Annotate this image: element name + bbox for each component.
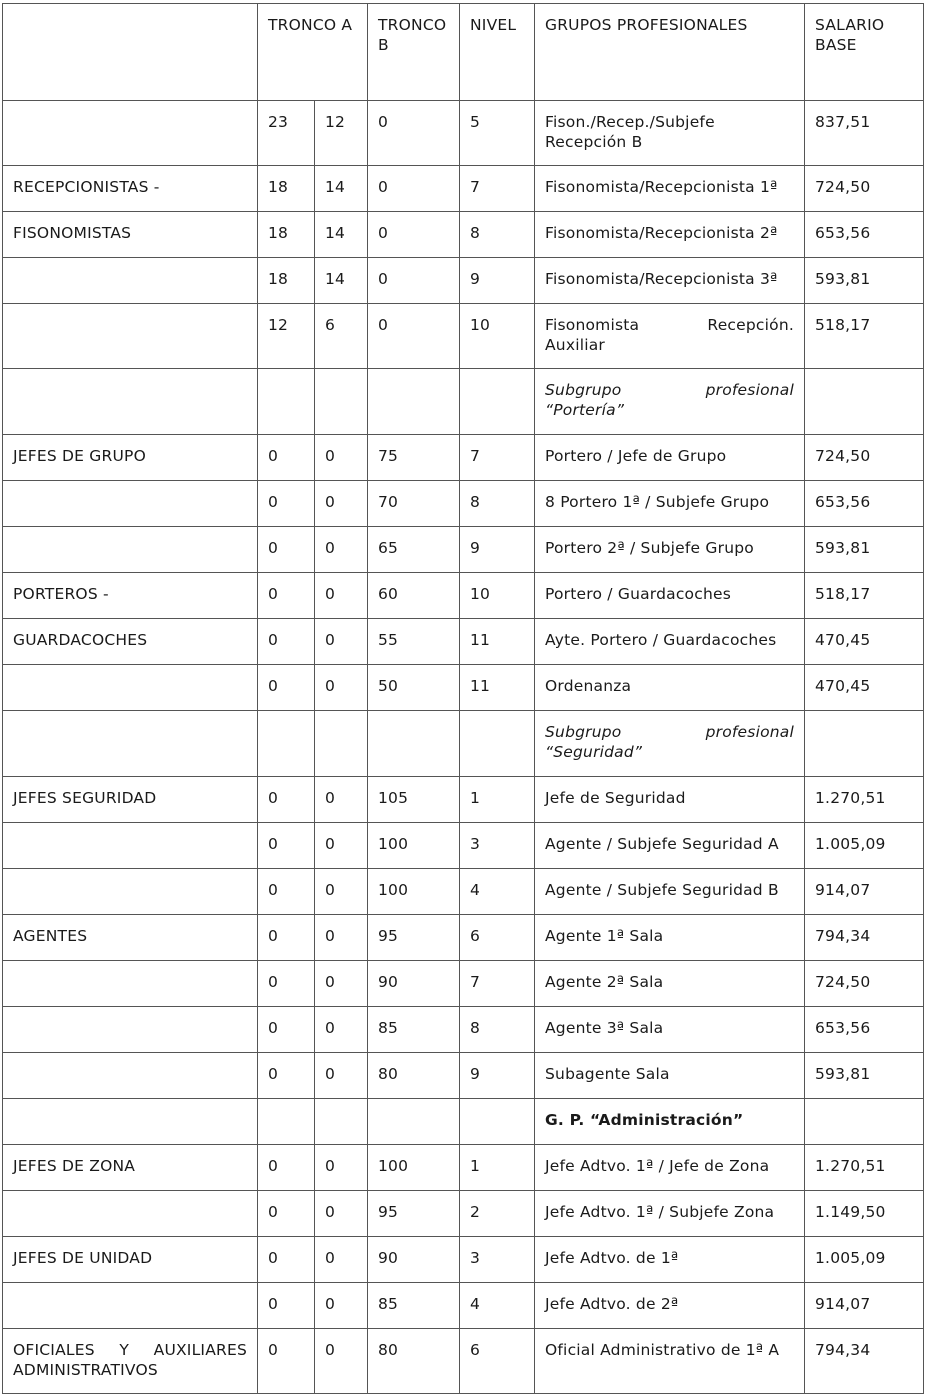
grupo-profesional-cell: Portero 2ª / Subjefe Grupo [535,527,805,573]
tronco-a-1-cell: 0 [258,573,315,619]
grupo-profesional-cell: Jefe Adtvo. 1ª / Subjefe Zona [535,1191,805,1237]
category-cell: RECEPCIONISTAS - [3,166,258,212]
tronco-b-cell: 85 [368,1283,460,1329]
tronco-a-2-cell: 0 [315,777,368,823]
tronco-a-1-cell: 0 [258,1237,315,1283]
category-cell: AGENTES [3,915,258,961]
nivel-cell: 9 [460,258,535,304]
salario-base-cell: 837,51 [805,101,924,166]
tronco-a-1-cell: 0 [258,527,315,573]
category-cell [3,304,258,369]
tronco-a-2-cell: 0 [315,435,368,481]
nivel-cell: 7 [460,166,535,212]
grupo-profesional-cell: Fisonomista/Recepcionista 3ª [535,258,805,304]
tronco-b-cell: 95 [368,1191,460,1237]
empty-cell [460,711,535,777]
nivel-cell: 6 [460,915,535,961]
tronco-a-1-cell: 0 [258,1283,315,1329]
empty-cell [315,1099,368,1145]
empty-cell [315,369,368,435]
grupo-profesional-cell: Fisonomista/Recepcionista 2ª [535,212,805,258]
nivel-cell: 10 [460,573,535,619]
tronco-a-2-cell: 0 [315,961,368,1007]
subgroup-word: Subgrupo [545,723,622,741]
tronco-b-cell: 0 [368,258,460,304]
category-cell: FISONOMISTAS [3,212,258,258]
tronco-b-cell: 85 [368,1007,460,1053]
tronco-a-1-cell: 0 [258,869,315,915]
tronco-a-1-cell: 0 [258,1007,315,1053]
salario-base-cell: 470,45 [805,665,924,711]
tronco-b-cell: 100 [368,1145,460,1191]
header-tronco-a: TRONCO A [258,4,368,101]
nivel-cell: 8 [460,481,535,527]
nivel-cell: 8 [460,1007,535,1053]
tronco-a-2-cell: 0 [315,1145,368,1191]
category-cell: JEFES DE GRUPO [3,435,258,481]
header-grupos-profesionales: GRUPOS PROFESIONALES [535,4,805,101]
table-row [3,481,924,527]
nivel-cell: 6 [460,1329,535,1394]
subgroup-qualifier: profesional [705,381,794,399]
grupo-profesional-cell: Jefe Adtvo. de 1ª [535,1237,805,1283]
header-nivel: NIVEL [460,4,535,101]
subgroup-name: “Portería” [545,401,625,419]
nivel-cell: 4 [460,869,535,915]
table-row [3,258,924,304]
tronco-a-1-cell: 0 [258,435,315,481]
grupo-profesional-cell: Agente 2ª Sala [535,961,805,1007]
tronco-a-1-cell: 18 [258,166,315,212]
grupo-profesional-cell: Agente 3ª Sala [535,1007,805,1053]
empty-cell [368,1099,460,1145]
category-cell: GUARDACOCHES [3,619,258,665]
tronco-a-1-cell: 23 [258,101,315,166]
table-row [3,212,924,258]
tronco-b-cell: 100 [368,823,460,869]
table-header-row [3,4,924,101]
salario-base-cell: 653,56 [805,481,924,527]
empty-cell [805,1099,924,1145]
tronco-b-cell: 105 [368,777,460,823]
grupo-profesional-cell: Oficial Administrativo de 1ª A [535,1329,805,1394]
tronco-a-2-cell: 0 [315,1053,368,1099]
nivel-cell: 2 [460,1191,535,1237]
salario-base-cell: 914,07 [805,1283,924,1329]
table-row [3,1329,924,1394]
tronco-b-cell: 90 [368,1237,460,1283]
grupo-profesional-cell: Agente 1ª Sala [535,915,805,961]
tronco-a-2-cell: 0 [315,869,368,915]
tronco-a-2-cell: 0 [315,1007,368,1053]
empty-cell [460,369,535,435]
subgroup-qualifier: profesional [705,723,794,741]
tronco-a-2-cell: 0 [315,481,368,527]
table-row [3,527,924,573]
category-cell [3,481,258,527]
empty-cell [258,369,315,435]
nivel-cell: 8 [460,212,535,258]
salario-base-cell: 724,50 [805,435,924,481]
category-cell [3,961,258,1007]
grupo-profesional-cell: Ordenanza [535,665,805,711]
tronco-a-1-cell: 0 [258,915,315,961]
tronco-b-cell: 55 [368,619,460,665]
group-title: G. P. “Administración” [535,1099,805,1145]
table-row [3,304,924,369]
salario-base-cell: 593,81 [805,1053,924,1099]
tronco-a-1-cell: 0 [258,777,315,823]
grupo-profesional-cell: Ayte. Portero / Guardacoches [535,619,805,665]
table-row [3,435,924,481]
grupo-profesional-cell: Agente / Subjefe Seguridad A [535,823,805,869]
nivel-cell: 7 [460,435,535,481]
tronco-a-2-cell: 0 [315,1283,368,1329]
grupo-profesional-cell: 8 Portero 1ª / Subjefe Grupo [535,481,805,527]
salario-base-cell: 724,50 [805,166,924,212]
salario-base-cell: 518,17 [805,304,924,369]
salario-base-cell: 593,81 [805,527,924,573]
category-cell [3,527,258,573]
tronco-a-2-cell: 0 [315,823,368,869]
nivel-cell: 9 [460,527,535,573]
tronco-a-2-cell: 12 [315,101,368,166]
table-row [3,1237,924,1283]
empty-cell [258,1099,315,1145]
category-cell [3,258,258,304]
table-row [3,573,924,619]
salario-base-cell: 724,50 [805,961,924,1007]
salario-base-cell: 1.270,51 [805,1145,924,1191]
category-cell [3,1007,258,1053]
table-row [3,823,924,869]
tronco-a-2-cell: 0 [315,915,368,961]
tronco-b-cell: 75 [368,435,460,481]
subgroup-row [3,711,924,777]
grupo-profesional-cell: Portero / Jefe de Grupo [535,435,805,481]
category-cell [3,1053,258,1099]
tronco-b-cell: 80 [368,1329,460,1394]
table-row [3,869,924,915]
tronco-a-1-cell: 0 [258,665,315,711]
nivel-cell: 7 [460,961,535,1007]
grupo-profesional-cell: Jefe de Seguridad [535,777,805,823]
table-row [3,777,924,823]
salario-base-cell: 1.270,51 [805,777,924,823]
tronco-b-cell: 80 [368,1053,460,1099]
header-tronco-b: TRONCO B [368,4,460,101]
category-cell [3,823,258,869]
nivel-cell: 1 [460,1145,535,1191]
salario-base-cell: 653,56 [805,212,924,258]
tronco-b-cell: 0 [368,304,460,369]
tronco-a-1-cell: 18 [258,212,315,258]
tronco-b-cell: 0 [368,101,460,166]
empty-cell [3,369,258,435]
salario-base-cell: 794,34 [805,1329,924,1394]
empty-cell [3,711,258,777]
tronco-a-2-cell: 14 [315,258,368,304]
tronco-a-1-cell: 18 [258,258,315,304]
category-cell [3,869,258,915]
nivel-cell: 11 [460,665,535,711]
subgroup-word: Subgrupo [545,381,622,399]
category-cell [3,665,258,711]
salario-base-cell: 470,45 [805,619,924,665]
nivel-cell: 1 [460,777,535,823]
table-row [3,1053,924,1099]
empty-cell [368,711,460,777]
salario-base-cell: 794,34 [805,915,924,961]
tronco-b-cell: 100 [368,869,460,915]
nivel-cell: 10 [460,304,535,369]
table-row [3,961,924,1007]
empty-cell [460,1099,535,1145]
tronco-a-1-cell: 0 [258,1191,315,1237]
table-row [3,1191,924,1237]
tronco-a-1-cell: 0 [258,1053,315,1099]
tronco-b-cell: 0 [368,212,460,258]
tronco-a-1-cell: 0 [258,481,315,527]
header-salario-base: SALARIO BASE [805,4,924,101]
group-title-row [3,1099,924,1145]
subgroup-title [535,369,805,435]
salario-base-cell: 1.005,09 [805,1237,924,1283]
salario-base-cell: 1.005,09 [805,823,924,869]
tronco-a-2-cell: 0 [315,1191,368,1237]
table-row [3,166,924,212]
category-cell [3,101,258,166]
empty-cell [258,711,315,777]
tronco-b-cell: 70 [368,481,460,527]
table-row [3,915,924,961]
tronco-a-2-cell: 6 [315,304,368,369]
tronco-a-2-cell: 0 [315,1237,368,1283]
subgroup-title [535,711,805,777]
tronco-a-2-cell: 0 [315,1329,368,1394]
subgroup-row [3,369,924,435]
tronco-a-2-cell: 14 [315,166,368,212]
table-row [3,619,924,665]
nivel-cell: 9 [460,1053,535,1099]
category-cell: PORTEROS - [3,573,258,619]
salario-base-cell: 653,56 [805,1007,924,1053]
category-cell: JEFES DE ZONA [3,1145,258,1191]
empty-cell [805,369,924,435]
empty-cell [315,711,368,777]
table-row [3,1007,924,1053]
tronco-a-1-cell: 0 [258,823,315,869]
tronco-a-2-cell: 0 [315,619,368,665]
tronco-b-cell: 90 [368,961,460,1007]
tronco-a-1-cell: 0 [258,1329,315,1394]
nivel-cell: 3 [460,823,535,869]
empty-cell [368,369,460,435]
salario-base-cell: 1.149,50 [805,1191,924,1237]
grupo-profesional-cell: Jefe Adtvo. 1ª / Jefe de Zona [535,1145,805,1191]
tronco-b-cell: 60 [368,573,460,619]
grupo-profesional-cell: Subagente Sala [535,1053,805,1099]
grupo-profesional-cell: Jefe Adtvo. de 2ª [535,1283,805,1329]
nivel-cell: 3 [460,1237,535,1283]
tronco-a-1-cell: 0 [258,1145,315,1191]
empty-cell [805,711,924,777]
category-cell: JEFES SEGURIDAD [3,777,258,823]
table-row [3,101,924,166]
grupo-profesional-cell: Fison./Recep./Subjefe Recepción B [535,101,805,166]
salario-base-cell: 593,81 [805,258,924,304]
grupo-profesional-cell: Fisonomista/Recepcionista 1ª [535,166,805,212]
nivel-cell: 11 [460,619,535,665]
category-cell: OFICIALES Y AUXILIARES ADMINISTRATIVOS [3,1329,258,1394]
tronco-b-cell: 65 [368,527,460,573]
category-cell [3,1283,258,1329]
nivel-cell: 5 [460,101,535,166]
tronco-a-2-cell: 14 [315,212,368,258]
nivel-cell: 4 [460,1283,535,1329]
category-cell: JEFES DE UNIDAD [3,1237,258,1283]
tronco-a-1-cell: 0 [258,619,315,665]
empty-cell [3,1099,258,1145]
tronco-a-2-cell: 0 [315,665,368,711]
subgroup-name: “Seguridad” [545,743,643,761]
category-cell [3,1191,258,1237]
tronco-a-1-cell: 0 [258,961,315,1007]
grupo-profesional-cell: Portero / Guardacoches [535,573,805,619]
grupo-profesional-cell: Agente / Subjefe Seguridad B [535,869,805,915]
table-row [3,1145,924,1191]
header-category [3,4,258,101]
tronco-a-2-cell: 0 [315,573,368,619]
tronco-b-cell: 50 [368,665,460,711]
salario-base-cell: 518,17 [805,573,924,619]
tronco-a-1-cell: 12 [258,304,315,369]
tronco-a-2-cell: 0 [315,527,368,573]
salary-table [2,3,924,1394]
tronco-b-cell: 0 [368,166,460,212]
salario-base-cell: 914,07 [805,869,924,915]
table-row [3,1283,924,1329]
tronco-b-cell: 95 [368,915,460,961]
grupo-profesional-cell: Fisonomista Recepción. Auxiliar [535,304,805,369]
table-row [3,665,924,711]
